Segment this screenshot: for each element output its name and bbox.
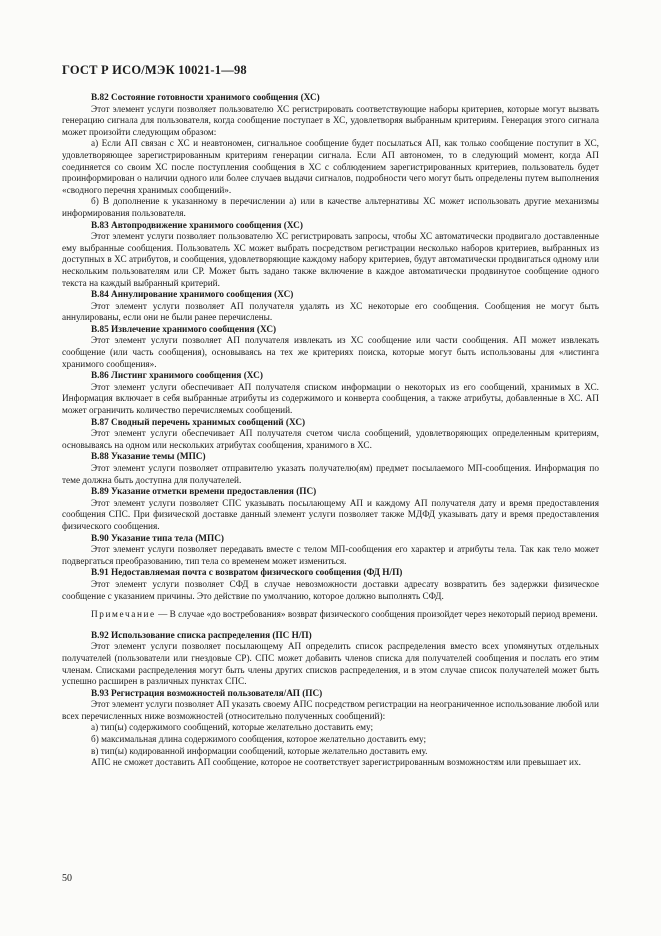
note-text: — В случае «до востребования» возврат физического сообщения произойдет через некоторый период времени.	[155, 610, 598, 621]
list-item: в) тип(ы) кодированной информации сообщений, которые желательно доставить ему.	[91, 746, 428, 757]
page-number: 50	[62, 873, 72, 884]
list-item: а) тип(ы) содержимого сообщений, которые желательно доставить ему;	[91, 723, 374, 734]
body-paragraph: АПС не сможет доставить АП сообщение, которое не соответствует зарегистрированным возможностям или превышает их.	[91, 758, 581, 769]
section-heading: В.88 Указание темы (МПС)	[91, 452, 206, 463]
section-heading: В.83 Автопродвижение хранимого сообщения (ХС)	[91, 220, 303, 231]
body-paragraph: Этот элемент услуги позволяет АП получателя извлекать из ХС сообщение или части сообщения. АП может извлекать сообщение (или часть сообщения), основываясь на тех же критериях поиска, которые могут быть использованы для «листинга хранимого сообщения».	[62, 336, 599, 370]
section-heading: В.82 Состояние готовности хранимого сообщения (ХС)	[91, 93, 320, 103]
list-item: б) максимальная длина содержимого сообщения, которое желательно доставить ему;	[91, 735, 427, 746]
body-paragraph: Этот элемент услуги обеспечивает АП получателя списком информации о некоторых из его сообщений, хранимых в ХС. Информация включает в себя выбранные атрибуты из содержимого и конверта сообщения, а также атрибуты, добавленные в ХС. АП может ограничить количество перечисляемых сообщений.	[62, 382, 599, 417]
body-paragraph: Этот элемент услуги обеспечивает АП получателя счетом числа сообщений, удовлетворяющих определенным критериям, основываясь на одном или нескольких атрибутах сообщения, хранимого в ХС.	[62, 429, 599, 451]
body-paragraph: а) Если АП связан с ХС и неавтономен, сигнальное сообщение будет посылаться АП, как только сообщение поступит в ХС, удовлетворяющее зарегистрированным критериям генерации сигнала. Если АП автономен, то в следующий момент, когда АП соединяется со своим ХС после поступления сообщения в ХС с соблюдением зарегистрированных критериев, пользователь будет проинформирован о наличии одного или более случаев выдачи сигналов, подробности чего могут быть определены путем выполнения «сводного перечня хранимых сообщений».	[62, 139, 599, 196]
page-header: ГОСТ Р ИСО/МЭК 10021-1—98	[62, 63, 247, 77]
section-heading: В.87 Сводный перечень хранимых сообщений (ХС)	[91, 417, 306, 428]
section-heading: В.85 Извлечение хранимого сообщения (ХС)	[91, 324, 277, 335]
body-paragraph: б) В дополнение к указанному в перечислении а) или в качестве альтернативы ХС может использовать другие механизмы информирования пользователя.	[62, 197, 599, 219]
body-paragraph: Этот элемент услуги позволяет АП указать своему АПС посредством регистрации на неограниченное использование любой или всех перечисленных ниже возможностей (относительно полученных сообщений):	[62, 700, 599, 722]
document-body	[62, 93, 599, 770]
section-heading: В.92 Использование списка распределения (ПС Н/П)	[91, 630, 312, 641]
section-heading: В.89 Указание отметки времени предоставления (ПС)	[91, 487, 317, 498]
body-paragraph: Этот элемент услуги позволяет СПС указывать посылающему АП и каждому АП получателя дату и время предоставления сообщения СПС. При физической доставке данный элемент услуги позволяет также МДФД указывать дату и время предоставления физического сообщения.	[62, 498, 599, 532]
body-paragraph: Этот элемент услуги позволяет пользователю ХС регистрировать соответствующие наборы критериев, которые могут вызвать генерацию сигнала для пользователя, когда сообщение поступает в ХС, удовлетворяя выбранным критериям. Генерация этого сигнала может произойти следующим образом:	[62, 104, 599, 138]
body-paragraph: Этот элемент услуги позволяет СФД в случае невозможности доставки адресату возвратить без задержки физическое сообщение с указанием причины. Это действие по умолчанию, которое должно выполнять СФД.	[62, 579, 599, 602]
section-heading: В.86 Листинг хранимого сообщения (ХС)	[91, 371, 263, 382]
note-paragraph	[62, 610, 599, 622]
section-heading: В.84 Аннулирование хранимого сообщения (ХС)	[91, 290, 294, 301]
body-paragraph: Этот элемент услуги позволяет передавать вместе с телом МП-сообщения его характер и атрибуты тела. Так как тело может подвергаться преобразованию, тип тела со временем может измениться.	[62, 545, 599, 567]
section-heading: В.91 Недоставляемая почта с возвратом физического сообщения (ФД Н/П)	[91, 568, 403, 579]
note-label: Примечание	[91, 610, 156, 621]
section-heading: В.93 Регистрация возможностей пользователя/АП (ПС)	[91, 688, 323, 699]
body-paragraph: Этот элемент услуги позволяет пользователю ХС регистрировать запросы, чтобы ХС автоматически продвигало доставленные ему выбранные сообщения. Пользователь ХС может выбрать посредством регистрации несколько наборов критериев, выбранных из доступных в ХС атрибутов, и сообщения, удовлетворяющие каждому набору критериев, будут автоматически продвигаться одному или нескольким пользователям или СР. Может быть задано также включение в каждое автоматически продвинутое сообщение одного текста на каждый выбранный критерий.	[62, 232, 599, 289]
section-heading: В.90 Указание типа тела (МПС)	[91, 533, 224, 544]
body-paragraph: Этот элемент услуги позволяет отправителю указать получателю(ям) предмет посылаемого МП-сообщения. Информация по теме должна быть доступна для получателей.	[62, 464, 599, 486]
body-paragraph: Этот элемент услуги позволяет АП получателя удалять из ХС некоторые его сообщения. Сообщения не могут быть аннулированы, если они не были ранее перечислены.	[62, 301, 599, 324]
body-paragraph: Этот элемент услуги позволяет посылающему АП определить список распределения вместо всех упомянутых отдельных получателей (пользователи или гнездовые СР). СПС может добавить членов списка для получателей сообщения и послать его этим членам. Списками распределения могут быть члены других списков распределения, и в этом случае список получателей может быть успешно расширен в различных пунктах СПС.	[62, 642, 599, 688]
